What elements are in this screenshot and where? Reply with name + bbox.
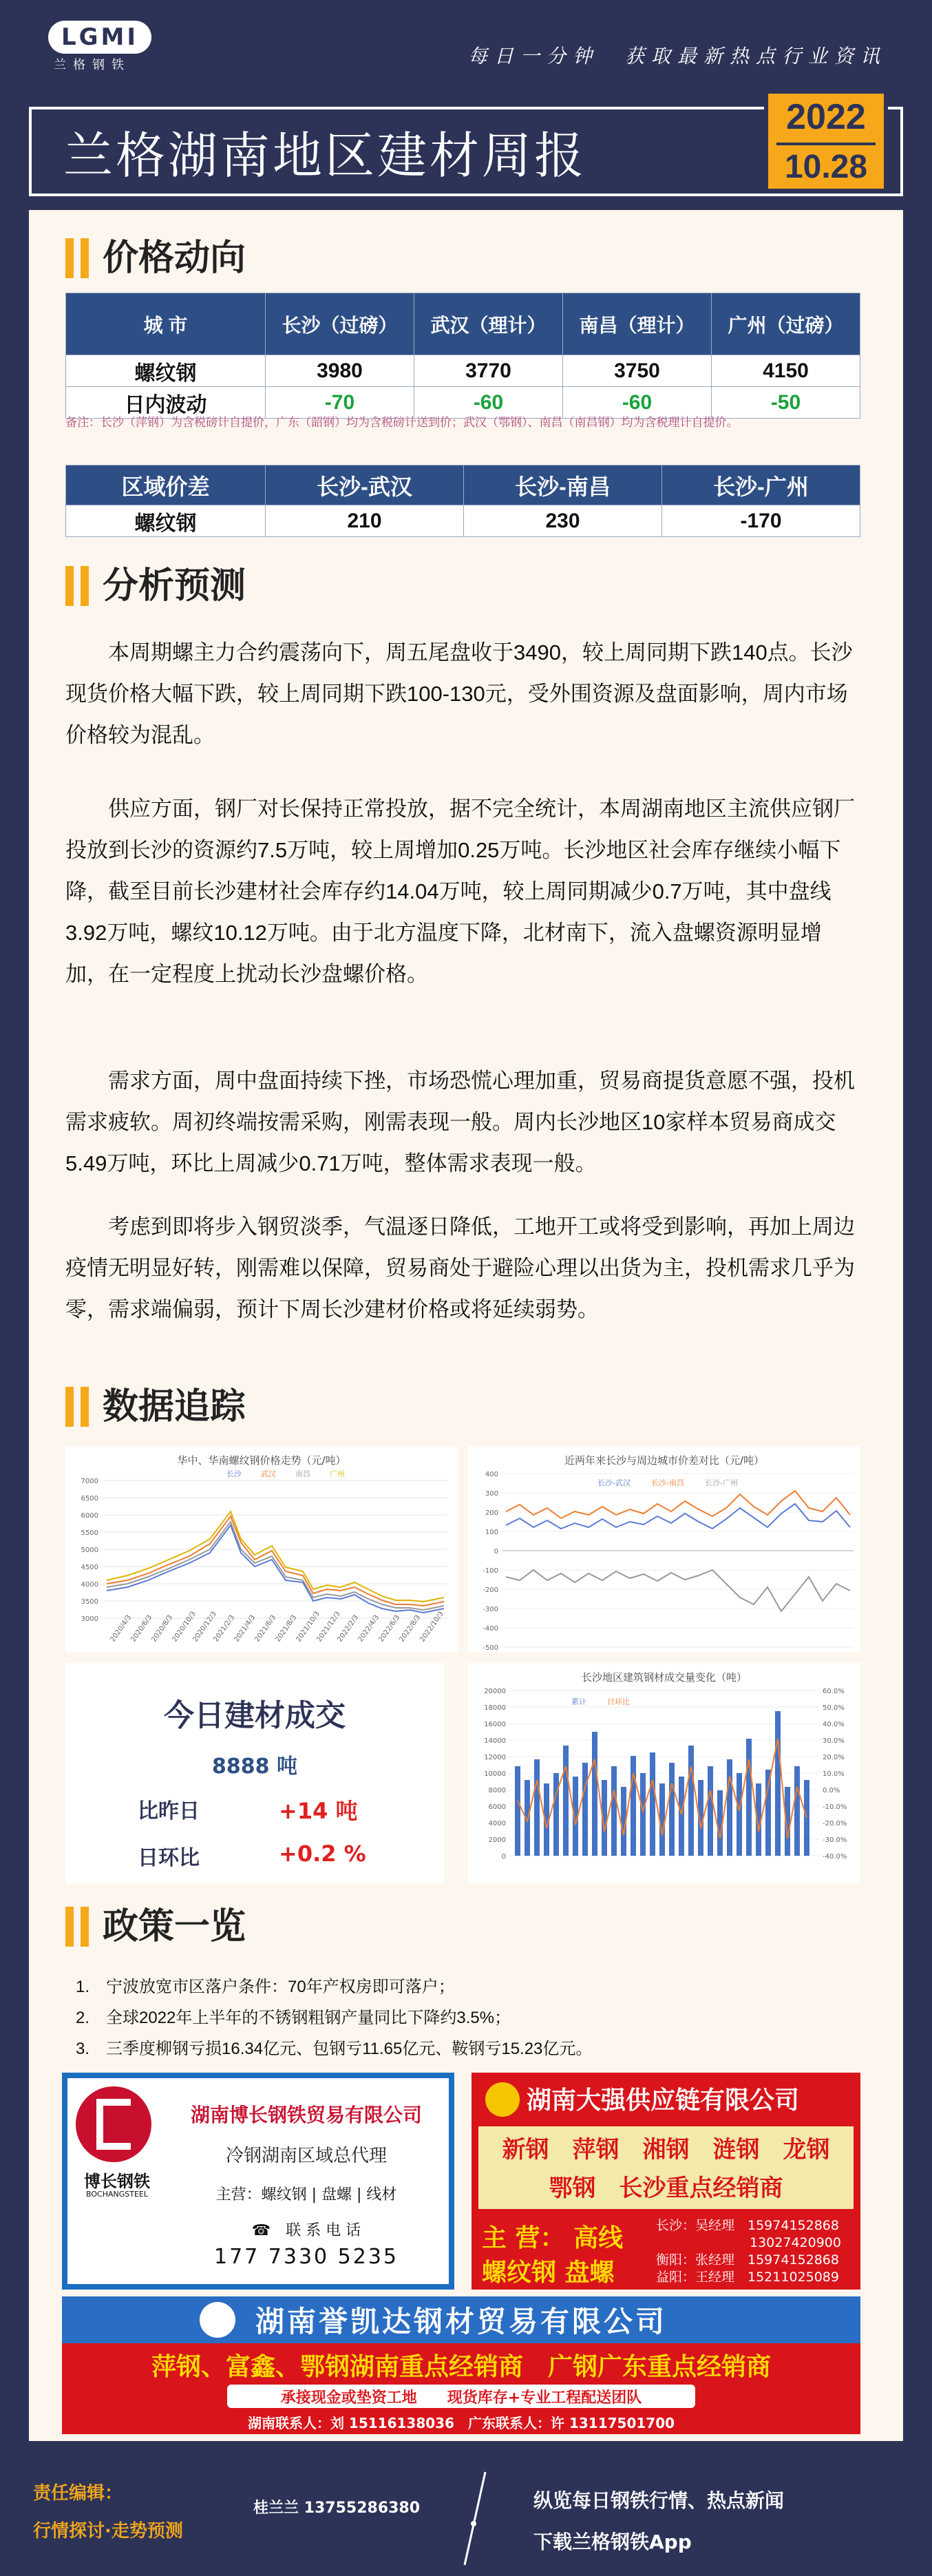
chart-title: 华中、华南螺纹钢价格走势（元/吨） (177, 1454, 346, 1467)
header-cell: 城 市 (66, 293, 266, 355)
y2-tick: 60.0% (823, 1688, 845, 1695)
y-tick: -500 (483, 1644, 498, 1652)
x-tick: 2021/6/3 (253, 1613, 278, 1644)
heading-marker (65, 1907, 74, 1947)
y-tick: 6500 (81, 1495, 98, 1502)
price-cell: 3980 (266, 355, 414, 387)
header-cell: 广州（过磅） (712, 293, 860, 355)
header-cell: 长沙-广州 (662, 465, 860, 505)
y-tick: 5000 (81, 1547, 98, 1554)
y-tick: 3000 (81, 1615, 98, 1623)
legend-item: 南昌 (295, 1469, 310, 1478)
y-tick: 200 (485, 1509, 498, 1517)
ad-brand: 博长钢铁 (84, 2172, 150, 2191)
heading-marker (81, 238, 89, 278)
y-tick: 4500 (81, 1564, 98, 1571)
row-label: 螺纹钢 (66, 505, 266, 537)
policy-item: 3. 三季度柳钢亏损16.34亿元、包钢亏11.65亿元、鞍钢亏15.23亿元。 (76, 2040, 593, 2058)
ad-phone: 177 7330 5235 (213, 2245, 399, 2269)
analysis-paragraph: 考虑到即将步入钢贸淡季，气温逐日降低，工地开工或将受到影响，再加上周边疫情无明显好转，刚需难以保障，贸易商处于避险心理以出货为主，投机需求几乎为零，需求端偏弱，预计下周长沙建材价格或将延续弱势。 (65, 1215, 855, 1321)
y-tick: 16000 (484, 1721, 506, 1728)
ad-company: 湖南博长钢铁贸易有限公司 (190, 2104, 422, 2126)
price-cell: 3750 (563, 355, 712, 387)
ad-company: 湖南大强供应链有限公司 (527, 2086, 800, 2115)
x-tick: 2021/8/3 (274, 1613, 299, 1644)
change-cell: -60 (563, 387, 712, 419)
y-tick: 2000 (488, 1836, 506, 1844)
table-row (66, 505, 860, 537)
spread-compare-chart (468, 1446, 860, 1653)
promo-line1: 纵览每日钢铁行情、热点新闻 (533, 2489, 785, 2512)
x-tick: 2020/8/3 (150, 1613, 175, 1644)
table-row (66, 387, 860, 419)
volume-plot (468, 1663, 860, 1883)
y2-tick: -20.0% (823, 1820, 847, 1828)
legend-item: 广州 (330, 1469, 345, 1478)
ad-contacts: 湖南联系人：刘 15116138036 广东联系人：许 13117501700 (247, 2415, 675, 2431)
policy-item: 1. 宁波放宽市区落户条件：70年产权房即可落户； (76, 1978, 455, 1996)
spread-compare-plot (468, 1446, 860, 1653)
ad-yukaida[interactable] (62, 2296, 860, 2434)
y-tick: 100 (485, 1529, 498, 1536)
editor-label: 责任编辑： (33, 2483, 123, 2504)
y-tick: 12000 (484, 1754, 506, 1761)
y-tick: 6000 (488, 1803, 506, 1811)
table-row (66, 355, 860, 387)
y-tick: 0 (501, 1853, 506, 1861)
heading-marker (81, 1387, 89, 1427)
ad-main-line1: 主 营： 高线 (482, 2224, 624, 2252)
y2-tick: 10.0% (823, 1770, 845, 1778)
trade-card (65, 1663, 444, 1883)
y2-tick: -10.0% (823, 1803, 847, 1811)
ad-company: 湖南誉凯达钢材贸易有限公司 (255, 2305, 667, 2338)
y-tick: 10000 (484, 1770, 506, 1778)
y-tick: 18000 (484, 1704, 506, 1712)
table-header-row (66, 465, 860, 505)
price-trend-chart (65, 1446, 458, 1653)
ad-brands-line1: 新钢 萍钢 湘钢 涟钢 龙钢 (502, 2136, 830, 2164)
heading-marker (65, 566, 74, 606)
legend-item: 日环比 (607, 1697, 630, 1706)
policy-text: 三季度柳钢亏损16.34亿元、包钢亏11.65亿元、鞍钢亏15.23亿元。 (106, 2040, 593, 2058)
heading-marker (65, 238, 74, 278)
header-slogan: 每日一分钟 获取最新热点行业资讯 (468, 45, 887, 67)
y2-tick: 20.0% (823, 1754, 845, 1761)
ad-brand-en: BOCHANGSTEEL (86, 2190, 148, 2199)
ad-slogan: 承接现金或垫资工地 现货库存+专业工程配送团队 (280, 2389, 642, 2407)
volume-chart (468, 1663, 860, 1883)
x-tick: 2021/12/3 (315, 1610, 342, 1644)
heading-marker (81, 566, 89, 606)
analysis-paragraph: 本周期螺主力合约震荡向下，周五尾盘收于3490，较上周同期下跌140点。长沙现货价格大幅下跌，较上周同期下跌100-130元，受外围资源及盘面影响，周内市场价格较为混乱。 (65, 640, 853, 747)
y-tick: 5500 (81, 1529, 98, 1537)
ad-contacts (656, 2217, 841, 2286)
dod-label: 日环比 (138, 1846, 200, 1870)
heading-marker (81, 1907, 89, 1947)
logo-subtitle: 兰格钢铁 (54, 58, 131, 72)
ad-contact-line: 益阳：王经理 15211025089 (656, 2270, 839, 2285)
ad-brands-line2: 鄂钢 长沙重点经销商 (549, 2175, 783, 2202)
date-year: 2022 (786, 97, 866, 137)
y-tick: -400 (483, 1625, 498, 1633)
spread-cell: 230 (464, 505, 662, 537)
ad-brands: 萍钢、富鑫、鄂钢湖南重点经销商 广钢广东重点经销商 (151, 2353, 771, 2381)
phone-icon: ☎ (251, 2222, 286, 2239)
report-title: 兰格湖南地区建材周报 (63, 127, 587, 185)
section-title: 价格动向 (103, 238, 246, 279)
header-cell: 南昌（理计） (563, 293, 712, 355)
ad-contact-line: 13027420900 (750, 2235, 841, 2250)
ad-contact-line: 长沙：吴经理 15974152868 (656, 2218, 839, 2233)
y-tick: -200 (483, 1587, 498, 1594)
vs-yesterday-label: 比昨日 (138, 1799, 200, 1823)
change-cell: -70 (266, 387, 414, 419)
policy-item: 2. 全球2022年上半年的不锈钢粗钢产量同比下降约3.5%； (76, 2009, 511, 2027)
analysis-paragraph: 供应方面，钢厂对长保持正常投放，据不完全统计，本周湖南地区主流供应钢厂投放到长沙的资源约7.5万吨，较上周增加0.25万吨。长沙地区社会库存继续小幅下降，截至目前长沙建材社会库存约14.04万吨，较上周同期减少0.7万吨，其中盘线3.92万吨，螺纹10.12万吨。由于北方温度下降，北材南下，流入盘螺资源明显增加，在一定程度上扰动长沙盘螺价格。 (65, 797, 855, 986)
chart-title: 近两年来长沙与周边城市价差对比（元/吨） (564, 1454, 765, 1467)
x-tick: 2022/10/3 (419, 1610, 445, 1644)
price-table (65, 293, 860, 419)
y-tick: 7000 (81, 1478, 98, 1485)
y-tick: 6000 (81, 1512, 98, 1520)
section-title: 数据追踪 (103, 1386, 246, 1427)
promo-line2: 下载兰格钢铁App (533, 2531, 692, 2553)
y-tick: 400 (485, 1471, 498, 1478)
y2-tick: 50.0% (823, 1704, 845, 1712)
legend-item: 长沙-广州 (704, 1478, 738, 1487)
legend-item: 长沙 (226, 1469, 242, 1478)
heading-marker (65, 1387, 74, 1427)
ad-contact-line: 衡阳：张经理 15974152868 (656, 2252, 839, 2268)
header-cell: 区域价差 (66, 465, 266, 505)
price-cell: 4150 (712, 355, 860, 387)
ad-products: 主营：螺纹钢 | 盘螺 | 线材 (215, 2186, 397, 2203)
legend-item: 长沙-武汉 (597, 1478, 631, 1487)
y-tick: 3500 (81, 1598, 98, 1606)
x-tick: 2022/6/3 (377, 1613, 402, 1644)
ad-contact-label (165, 2219, 447, 2240)
y-tick: 300 (485, 1490, 498, 1498)
editor-subtitle: 行情探讨·走势预测 (33, 2521, 183, 2542)
trade-title: 今日建材成交 (164, 1698, 346, 1733)
chart-title: 长沙地区建筑钢材成交量变化（吨） (581, 1671, 747, 1684)
legend-item: 累计 (571, 1697, 586, 1706)
x-tick: 2022/2/3 (336, 1613, 361, 1644)
price-note: 备注：长沙（萍钢）为含税磅计自提价，广东（韶钢）均为含税磅计送到价；武汉（鄂钢）、南昌（南昌钢）均为含税理计自提价。 (65, 416, 739, 430)
ad-contact-text: 联 系 电 话 (286, 2222, 361, 2239)
y-tick: 8000 (488, 1787, 506, 1794)
x-tick: 2020/4/3 (109, 1613, 134, 1644)
price-trend-plot (65, 1446, 458, 1653)
ad-daqiang[interactable] (472, 2073, 860, 2290)
x-tick: 2022/4/3 (357, 1613, 381, 1644)
header-cell: 长沙（过磅） (266, 293, 414, 355)
policy-text: 宁波放宽市区落户条件：70年产权房即可落户； (106, 1978, 455, 1996)
x-tick: 2022/8/3 (398, 1613, 423, 1644)
change-cell: -50 (712, 387, 860, 419)
row-label: 日内波动 (66, 387, 266, 419)
footer-divider-icon (454, 2469, 496, 2568)
lgmi-logo: LGMI (48, 21, 151, 54)
y2-tick: 0.0% (823, 1787, 840, 1794)
dod-value: +0.2 % (279, 1841, 366, 1867)
analysis-paragraph: 需求方面，周中盘面持续下挫，市场恐慌心理加重，贸易商提货意愿不强，投机需求疲软。周初终端按需采购，刚需表现一般。周内长沙地区10家样本贸易商成交5.49万吨，环比上周减少0.71万吨，整体需求表现一般。 (65, 1069, 855, 1175)
legend-item: 长沙-南昌 (651, 1478, 684, 1487)
header-cell: 长沙-南昌 (464, 465, 662, 505)
x-tick: 2021/2/3 (212, 1613, 237, 1644)
date-month-day: 10.28 (784, 149, 868, 185)
y-tick: -300 (483, 1606, 498, 1613)
x-tick: 2021/4/3 (233, 1613, 257, 1644)
y2-tick: -40.0% (823, 1853, 847, 1861)
y-tick: 4000 (81, 1581, 98, 1589)
legend-item: 武汉 (261, 1469, 276, 1478)
row-label: 螺纹钢 (66, 355, 266, 387)
change-cell: -60 (414, 387, 563, 419)
spread-cell: -170 (662, 505, 860, 537)
y2-tick: 40.0% (823, 1721, 845, 1728)
x-tick: 2020/10/3 (171, 1610, 198, 1644)
ad-agent: 冷钢湖南区域总代理 (225, 2146, 387, 2166)
header-cell: 武汉（理计） (414, 293, 563, 355)
editor-name: 桂兰兰 13755286380 (253, 2500, 421, 2517)
y2-tick: 30.0% (823, 1737, 845, 1745)
y-tick: 14000 (484, 1737, 506, 1745)
header-cell: 长沙-武汉 (266, 465, 464, 505)
y2-tick: -30.0% (823, 1836, 847, 1844)
x-tick: 2020/12/3 (191, 1610, 218, 1644)
table-header-row (66, 293, 860, 355)
spread-cell: 210 (266, 505, 464, 537)
section-title: 分析预测 (103, 565, 246, 607)
y-tick: 0 (494, 1548, 498, 1556)
trade-volume: 8888 吨 (212, 1755, 297, 1779)
x-tick: 2021/10/3 (295, 1610, 321, 1644)
vs-yesterday-value: +14 吨 (279, 1798, 358, 1824)
y-tick: 20000 (484, 1688, 506, 1695)
spread-table (65, 465, 860, 537)
x-tick: 2020/6/3 (129, 1613, 154, 1644)
y-tick: -100 (483, 1567, 498, 1575)
price-cell: 3770 (414, 355, 563, 387)
ad-main-line2: 螺纹钢 盘螺 (482, 2259, 615, 2287)
ad-bochang[interactable] (62, 2073, 454, 2290)
policy-text: 全球2022年上半年的不锈钢粗钢产量同比下降约3.5%； (106, 2009, 511, 2027)
y-tick: 4000 (488, 1820, 506, 1828)
section-title: 政策一览 (103, 1906, 246, 1947)
